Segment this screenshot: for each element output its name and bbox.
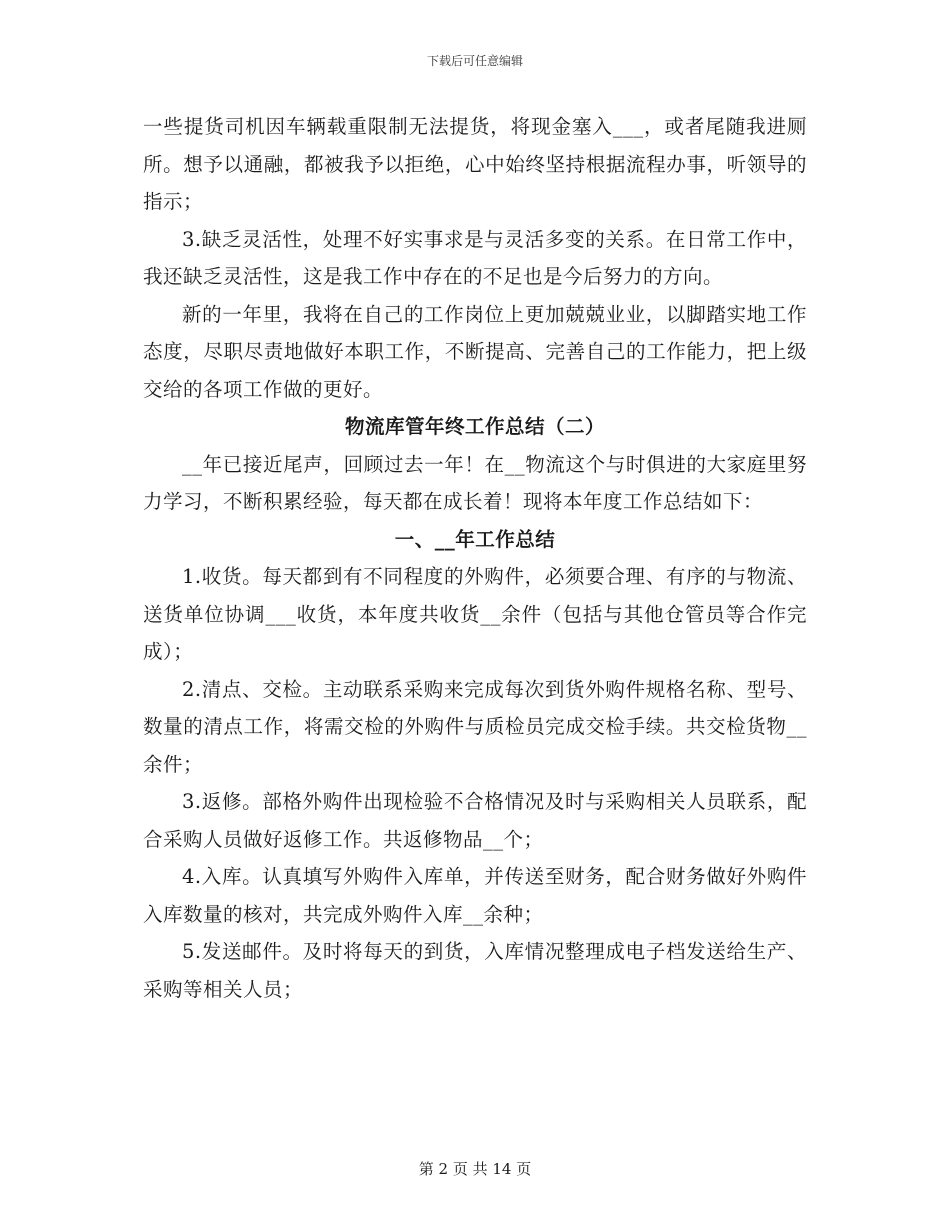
paragraph-item-repair: 3.返修。部格外购件出现检验不合格情况及时与采购相关人员联系，配合采购人员做好返修工作。共返修物品__个； — [143, 790, 807, 851]
paragraph-item-warehousing: 4.入库。认真填写外购件入库单，并传送至财务，配合财务做好外购件入库数量的核对，共完成外购件入库__余种； — [143, 865, 807, 926]
paragraph-item-3-flexibility: 3.缺乏灵活性，处理不好实事求是与灵活多变的关系。在日常工作中，我还缺乏灵活性，这是我工作中存在的不足也是今后努力的方向。 — [143, 227, 807, 288]
document-body — [143, 108, 807, 1008]
paragraph-item-inspection: 2.清点、交检。主动联系采购来完成每次到货外购件规格名称、型号、数量的清点工作，将需交检的外购件与质检员完成交检手续。共交检货物__余件； — [143, 677, 807, 776]
paragraph-item-email: 5.发送邮件。及时将每天的到货，入库情况整理成电子档发送给生产、采购等相关人员； — [143, 940, 807, 1001]
section-heading-annual-summary: 一、__年工作总结 — [394, 527, 556, 551]
page-header-note: 下载后可任意编辑 — [426, 54, 523, 68]
paragraph-item-receiving: 1.收货。每天都到有不同程度的外购件，必须要合理、有序的与物流、送货单位协调___收货，本年度共收货__余件（包括与其他仓管员等合作完成）； — [143, 565, 807, 663]
paragraph-continuation: 一些提货司机因车辆载重限制无法提货，将现金塞入___，或者尾随我进厕所。想予以通融，都被我予以拒绝，心中始终坚持根据流程办事，听领导的指示； — [143, 115, 807, 213]
paragraph-intro: __年已接近尾声，回顾过去一年！在__物流这个与时俱进的大家庭里努力学习，不断积累经验，每天都在成长着！现将本年度工作总结如下： — [143, 452, 807, 513]
paragraph-new-year: 新的一年里，我将在自己的工作岗位上更加兢兢业业，以脚踏实地工作态度，尽职尽责地做好本职工作，不断提高、完善自己的工作能力，把上级交给的各项工作做的更好。 — [143, 302, 807, 401]
page-number-footer: 第 2 页 共 14 页 — [418, 1160, 532, 1178]
document-title-part-two: 物流库管年终工作总结（二） — [344, 415, 605, 438]
